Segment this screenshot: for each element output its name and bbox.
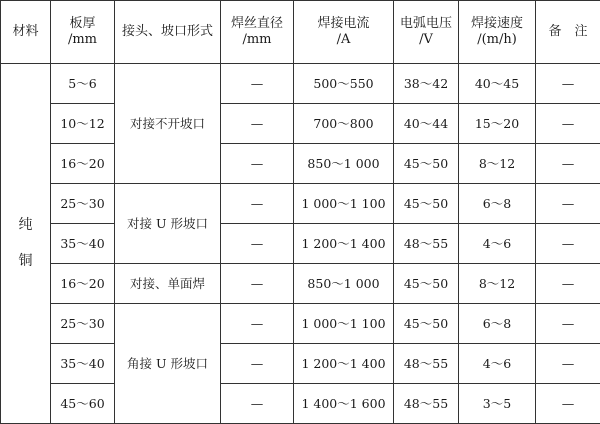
remark-cell: — [536, 104, 600, 144]
header-thickness-line2: /mm [68, 32, 97, 47]
voltage-cell: 45～50 [394, 144, 459, 184]
voltage-cell: 40～44 [394, 104, 459, 144]
current-cell: 850～1 000 [294, 144, 394, 184]
header-speed [459, 1, 536, 64]
thickness-cell: 5～6 [51, 64, 115, 104]
table-row [1, 264, 600, 304]
current-cell: 500～550 [294, 64, 394, 104]
thickness-cell: 25～30 [51, 304, 115, 344]
remark-cell: — [536, 344, 600, 384]
header-material: 材料 [1, 1, 51, 64]
header-wire-line1: 焊丝直径 [231, 16, 283, 31]
speed-cell: 4～6 [459, 224, 536, 264]
speed-cell: 8～12 [459, 144, 536, 184]
header-speed-line2: /(m/h) [477, 32, 517, 47]
table-row [1, 64, 600, 104]
voltage-cell: 45～50 [394, 184, 459, 224]
current-cell: 1 000～1 100 [294, 304, 394, 344]
speed-cell: 6～8 [459, 304, 536, 344]
header-voltage-line2: /V [419, 32, 433, 47]
table-row [1, 304, 600, 344]
header-remark: 备 注 [536, 1, 600, 64]
speed-cell: 3～5 [459, 384, 536, 424]
header-current-line1: 焊接电流 [317, 16, 369, 31]
voltage-cell: 45～50 [394, 264, 459, 304]
table-row [1, 144, 600, 184]
header-speed-line1: 焊接速度 [471, 16, 523, 31]
remark-cell: — [536, 384, 600, 424]
material-cell [1, 64, 51, 424]
voltage-cell: 48～55 [394, 344, 459, 384]
voltage-cell: 48～55 [394, 384, 459, 424]
header-joint: 接头、坡口形式 [115, 1, 221, 64]
joint-cell: 对接不开坡口 [115, 64, 221, 184]
thickness-cell: 35～40 [51, 224, 115, 264]
thickness-cell: 25～30 [51, 184, 115, 224]
voltage-cell: 45～50 [394, 304, 459, 344]
remark-cell: — [536, 224, 600, 264]
header-thickness-line1: 板厚 [69, 16, 95, 31]
speed-cell: 6～8 [459, 184, 536, 224]
thickness-cell: 35～40 [51, 344, 115, 384]
speed-cell: 8～12 [459, 264, 536, 304]
wire-cell: — [221, 144, 294, 184]
header-wire-line2: /mm [242, 32, 271, 47]
current-cell: 1 400～1 600 [294, 384, 394, 424]
current-cell: 1 000～1 100 [294, 184, 394, 224]
header-wire-diameter [221, 1, 294, 64]
thickness-cell: 16～20 [51, 144, 115, 184]
thickness-cell: 10～12 [51, 104, 115, 144]
material-char: 铜 [1, 253, 50, 271]
remark-cell: — [536, 144, 600, 184]
current-cell: 1 200～1 400 [294, 224, 394, 264]
table-row [1, 224, 600, 264]
speed-cell: 15～20 [459, 104, 536, 144]
wire-cell: — [221, 104, 294, 144]
table-row [1, 384, 600, 424]
speed-cell: 4～6 [459, 344, 536, 384]
joint-cell: 对接、单面焊 [115, 264, 221, 304]
voltage-cell: 48～55 [394, 224, 459, 264]
joint-cell: 对接 U 形坡口 [115, 184, 221, 264]
thickness-cell: 45～60 [51, 384, 115, 424]
header-voltage [394, 1, 459, 64]
remark-cell: — [536, 264, 600, 304]
table-row [1, 344, 600, 384]
remark-cell: — [536, 304, 600, 344]
header-thickness [51, 1, 115, 64]
header-current [294, 1, 394, 64]
header-row [1, 1, 600, 64]
current-cell: 850～1 000 [294, 264, 394, 304]
joint-cell: 角接 U 形坡口 [115, 304, 221, 424]
voltage-cell: 38～42 [394, 64, 459, 104]
current-cell: 1 200～1 400 [294, 344, 394, 384]
remark-cell: — [536, 64, 600, 104]
material-char: 纯 [1, 217, 50, 235]
wire-cell: — [221, 384, 294, 424]
header-voltage-line1: 电弧电压 [400, 16, 452, 31]
wire-cell: — [221, 304, 294, 344]
speed-cell: 40～45 [459, 64, 536, 104]
table-row [1, 104, 600, 144]
thickness-cell: 16～20 [51, 264, 115, 304]
wire-cell: — [221, 344, 294, 384]
current-cell: 700～800 [294, 104, 394, 144]
wire-cell: — [221, 64, 294, 104]
wire-cell: — [221, 224, 294, 264]
remark-cell: — [536, 184, 600, 224]
wire-cell: — [221, 184, 294, 224]
header-current-line2: /A [337, 32, 351, 47]
wire-cell: — [221, 264, 294, 304]
table-row [1, 184, 600, 224]
